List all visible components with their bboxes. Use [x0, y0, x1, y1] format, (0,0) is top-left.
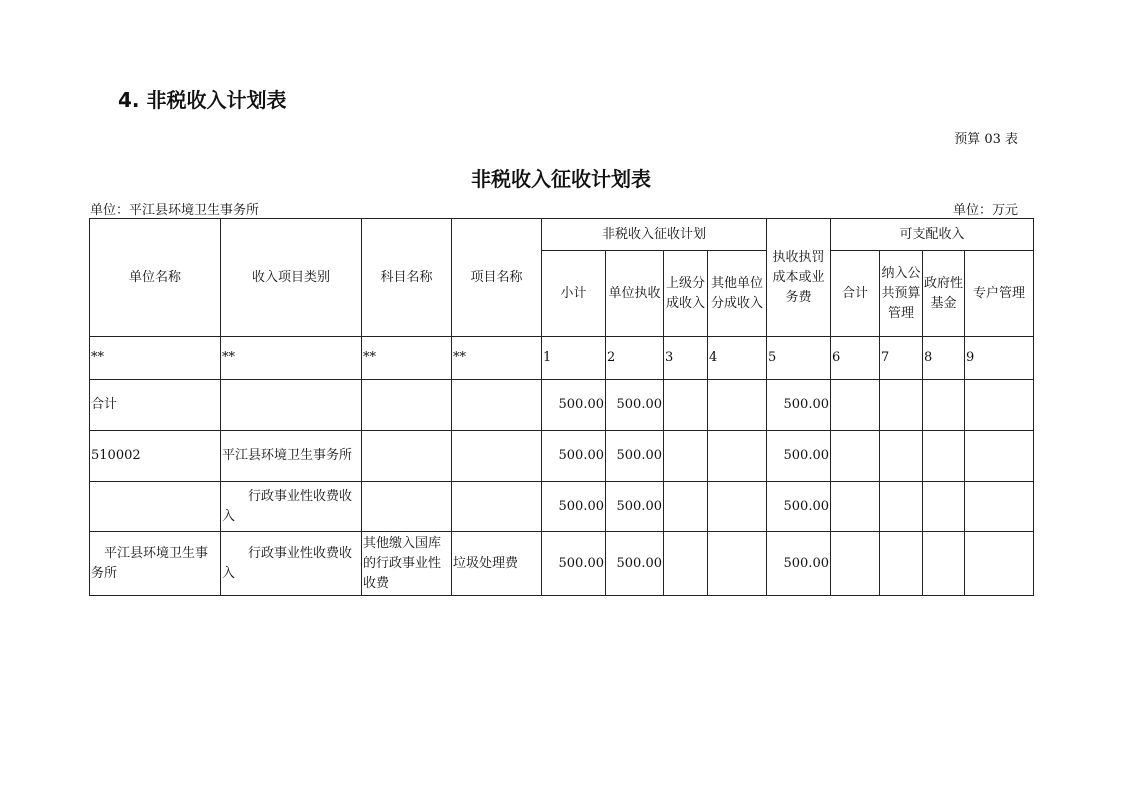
table-row — [90, 380, 1034, 431]
cell-unit-collect: 500.00 — [606, 482, 664, 532]
index-cell: ** — [362, 337, 452, 380]
header-disposable-group: 可支配收入 — [831, 219, 1034, 251]
cell-item — [452, 482, 542, 532]
cell-unit-collect: 500.00 — [606, 380, 664, 431]
cell-superior — [664, 431, 708, 482]
index-cell: ** — [90, 337, 221, 380]
index-cell: ** — [452, 337, 542, 380]
cell-other — [708, 532, 767, 596]
document-title: 非税收入征收计划表 — [471, 167, 651, 191]
organization-unit-label: 单位：平江县环境卫生事务所 — [90, 203, 260, 218]
header-income-category: 收入项目类别 — [221, 219, 362, 337]
cell-special — [965, 482, 1034, 532]
header-item-name: 项目名称 — [452, 219, 542, 337]
cell-special — [965, 532, 1034, 596]
cell-unit: 510002 — [90, 431, 221, 482]
header-gov-fund: 政府性基金 — [923, 251, 965, 337]
cell-total — [831, 482, 880, 532]
cell-unit: 平江县环境卫生事务所 — [90, 532, 221, 596]
cell-subject — [362, 482, 452, 532]
header-subject-name: 科目名称 — [362, 219, 452, 337]
cell-other — [708, 482, 767, 532]
index-cell: 8 — [923, 337, 965, 380]
cell-subtotal: 500.00 — [542, 482, 606, 532]
cell-total — [831, 431, 880, 482]
header-collection-cost: 执收执罚成本或业务费 — [767, 219, 831, 337]
index-cell: 7 — [880, 337, 923, 380]
index-cell: 5 — [767, 337, 831, 380]
cell-cost: 500.00 — [767, 532, 831, 596]
cell-public — [880, 380, 923, 431]
header-superior-share: 上级分成收入 — [664, 251, 708, 337]
table-row — [90, 431, 1034, 482]
index-cell: 9 — [965, 337, 1034, 380]
table-code: 预算 03 表 — [954, 132, 1018, 147]
currency-unit-label: 单位：万元 — [952, 203, 1018, 218]
index-cell: ** — [221, 337, 362, 380]
cell-cost: 500.00 — [767, 380, 831, 431]
column-index-row — [90, 337, 1034, 380]
cell-unit: 合计 — [90, 380, 221, 431]
cell-subtotal: 500.00 — [542, 532, 606, 596]
cell-cost: 500.00 — [767, 482, 831, 532]
header-total: 合计 — [831, 251, 880, 337]
header-public-budget: 纳入公共预算管理 — [880, 251, 923, 337]
header-subtotal: 小计 — [542, 251, 606, 337]
cell-public — [880, 532, 923, 596]
table-row — [90, 482, 1034, 532]
header-row-1 — [90, 219, 1034, 251]
index-cell: 3 — [664, 337, 708, 380]
header-unit-collect: 单位执收 — [606, 251, 664, 337]
cell-superior — [664, 482, 708, 532]
header-unit-name: 单位名称 — [90, 219, 221, 337]
cell-unit-collect: 500.00 — [606, 532, 664, 596]
cell-superior — [664, 380, 708, 431]
cell-category: 行政事业性收费收入 — [221, 532, 362, 596]
cell-fund — [923, 482, 965, 532]
cell-total — [831, 532, 880, 596]
cell-fund — [923, 380, 965, 431]
cell-public — [880, 482, 923, 532]
cell-total — [831, 380, 880, 431]
cell-other — [708, 431, 767, 482]
section-title: 4. 非税收入计划表 — [118, 88, 287, 112]
cell-item: 垃圾处理费 — [452, 532, 542, 596]
index-cell: 2 — [606, 337, 664, 380]
revenue-plan-table — [89, 218, 1034, 596]
cell-fund — [923, 431, 965, 482]
cell-cost: 500.00 — [767, 431, 831, 482]
cell-subject — [362, 431, 452, 482]
index-cell: 1 — [542, 337, 606, 380]
header-other-share: 其他单位分成收入 — [708, 251, 767, 337]
cell-subject: 其他缴入国库的行政事业性收费 — [362, 532, 452, 596]
cell-category: 行政事业性收费收入 — [221, 482, 362, 532]
cell-subtotal: 500.00 — [542, 380, 606, 431]
cell-item — [452, 431, 542, 482]
index-cell: 6 — [831, 337, 880, 380]
cell-subtotal: 500.00 — [542, 431, 606, 482]
cell-unit-collect: 500.00 — [606, 431, 664, 482]
index-cell: 4 — [708, 337, 767, 380]
cell-public — [880, 431, 923, 482]
cell-category — [221, 380, 362, 431]
cell-superior — [664, 532, 708, 596]
cell-fund — [923, 532, 965, 596]
cell-special — [965, 380, 1034, 431]
header-special-account: 专户管理 — [965, 251, 1034, 337]
header-plan-group: 非税收入征收计划 — [542, 219, 767, 251]
cell-subject — [362, 380, 452, 431]
table-row — [90, 532, 1034, 596]
cell-other — [708, 380, 767, 431]
cell-special — [965, 431, 1034, 482]
cell-item — [452, 380, 542, 431]
cell-unit — [90, 482, 221, 532]
cell-category: 平江县环境卫生事务所 — [221, 431, 362, 482]
